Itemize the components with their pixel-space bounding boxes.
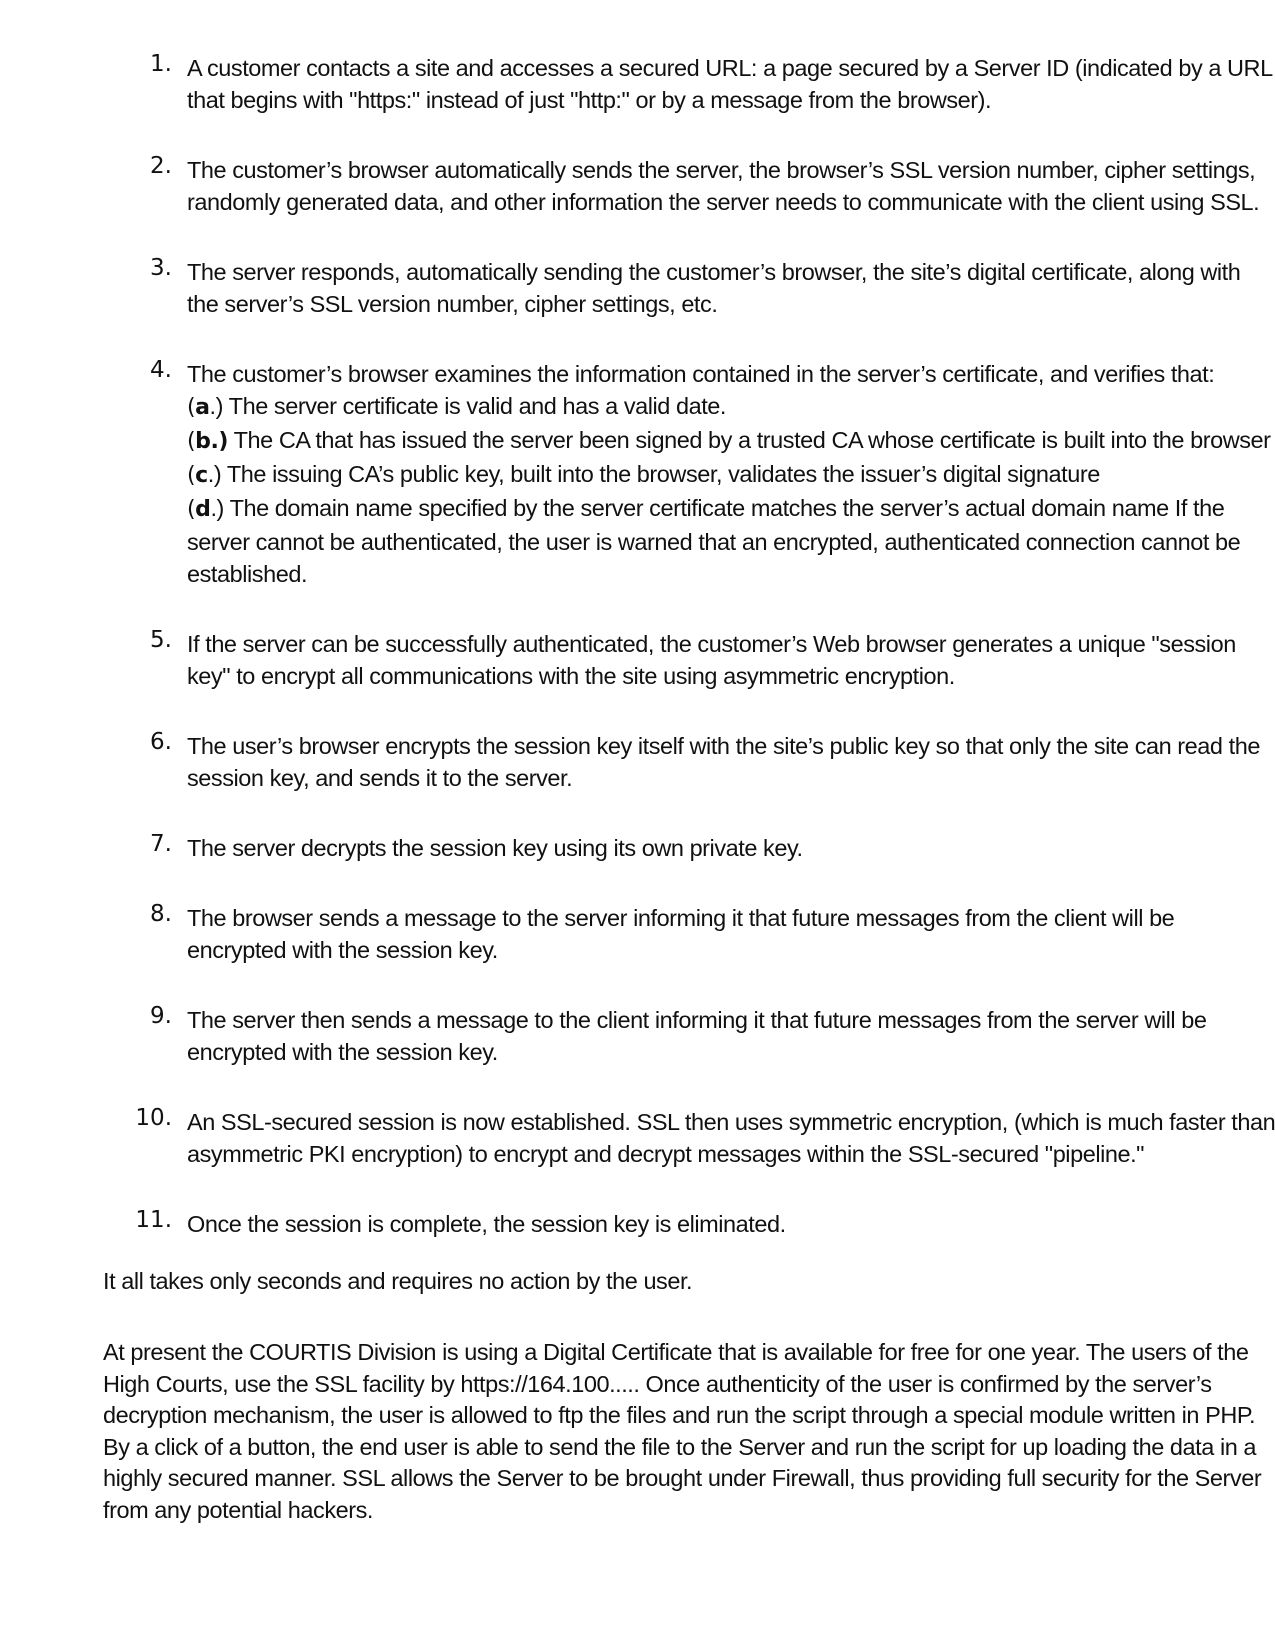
verification-item-c	[187, 458, 1205, 492]
step-number: 11.	[135, 1207, 172, 1233]
verification-marker: a	[195, 395, 210, 420]
verification-item-d	[187, 492, 1225, 526]
step-text	[187, 52, 1273, 116]
step-item	[0, 256, 1275, 320]
verification-item-a	[187, 390, 1205, 424]
paren-open: (	[187, 463, 196, 488]
paren-open: (	[187, 497, 196, 522]
step-number: 1.	[150, 51, 172, 77]
paren-close: .)	[207, 461, 222, 487]
step-line: The browser sends a message to the server informing it that future messages from the client will be	[187, 905, 1175, 931]
step-item	[0, 1004, 1275, 1068]
verification-marker: c	[195, 463, 208, 488]
step-number: 3.	[150, 255, 172, 281]
paragraph-line: It all takes only seconds and requires no action by the user.	[103, 1268, 693, 1294]
step-line: The server responds, automatically sending the customer’s browser, the site’s digital certificate, along with	[187, 259, 1241, 285]
step-line: the server’s SSL version number, cipher settings, etc.	[187, 291, 718, 317]
step-number: 9.	[150, 1003, 172, 1029]
step-item	[0, 358, 1275, 590]
paragraph-line: decryption mechanism, the user is allowed to ftp the files and run the script through a special module written in PHP.	[103, 1402, 1256, 1428]
step-text	[187, 1106, 1275, 1170]
step-line: If the server can be successfully authenticated, the customer’s Web browser generates a unique "session	[187, 631, 1236, 657]
courtis-paragraph	[103, 1337, 1262, 1526]
summary-paragraph	[103, 1266, 1223, 1298]
step-number: 10.	[135, 1105, 172, 1131]
step-text	[187, 832, 1205, 864]
step-item	[0, 154, 1275, 218]
step-line: An SSL-secured session is now established. SSL then uses symmetric encryption, (which is much faster than	[187, 1109, 1275, 1135]
step-item	[0, 628, 1275, 692]
paragraph-line: High Courts, use the SSL facility by https://164.100..... Once authenticity of the user is confirmed by the server’s	[103, 1370, 1212, 1397]
verification-text: The CA that has issued the server been signed by a trusted CA whose certificate is built into the browser	[227, 427, 1271, 453]
step-item	[0, 902, 1275, 966]
step-number: 4.	[150, 357, 172, 383]
verification-text: The issuing CA’s public key, built into the browser, validates the issuer’s digital signature	[221, 461, 1100, 487]
step-line: A customer contacts a site and accesses a secured URL: a page secured by a Server ID (indicated by a URL	[187, 55, 1273, 81]
step-item	[0, 730, 1275, 794]
paren-open: (	[187, 395, 196, 420]
step-line: The user’s browser encrypts the session key itself with the site’s public key so that only the site can read the	[187, 733, 1260, 759]
step-line: encrypted with the session key.	[187, 937, 498, 963]
step-line: asymmetric PKI encryption) to encrypt and decrypt messages within the SSL-secured "pipeline."	[187, 1141, 1145, 1167]
step-number: 6.	[150, 729, 172, 755]
step-number: 5.	[150, 627, 172, 653]
step-intro: The customer’s browser examines the information contained in the server’s certificate, and verifies that:	[187, 361, 1215, 387]
step-text	[187, 256, 1241, 320]
paragraph-line: highly secured manner. SSL allows the Server to be brought under Firewall, thus providing full security for the Server	[103, 1465, 1262, 1491]
paragraph-line: from any potential hackers.	[103, 1496, 373, 1523]
paren-close: .)	[210, 495, 224, 521]
paragraph-line: At present the COURTIS Division is using a Digital Certificate that is available for free for one year. The users of the	[103, 1339, 1249, 1365]
step-number: 2.	[150, 153, 172, 179]
step-number: 7.	[150, 831, 172, 857]
step-item	[0, 1106, 1275, 1170]
ssl-handshake-steps	[0, 52, 1275, 1278]
step-line: randomly generated data, and other information the server needs to communicate with the client using SSL.	[187, 189, 1260, 215]
step-line: established.	[187, 561, 308, 587]
step-text	[187, 1004, 1205, 1068]
step-line: Once the session is complete, the session key is eliminated.	[187, 1211, 786, 1237]
step-text	[187, 902, 1205, 966]
step-text	[187, 358, 1271, 590]
verification-text: The domain name specified by the server certificate matches the server’s actual domain name If the	[223, 495, 1225, 521]
step-line: server cannot be authenticated, the user is warned that an encrypted, authenticated connection cannot be	[187, 529, 1241, 555]
paren-close: .)	[209, 393, 224, 419]
step-line: The server then sends a message to the client informing it that future messages from the server will be	[187, 1007, 1207, 1033]
verification-text: The server certificate is valid and has a valid date.	[223, 393, 726, 419]
step-line: session key, and sends it to the server.	[187, 765, 573, 791]
step-item	[0, 832, 1275, 864]
verification-item-b	[187, 424, 1271, 458]
step-item	[0, 52, 1275, 116]
step-number: 8.	[150, 901, 172, 927]
step-text	[187, 1208, 1205, 1240]
step-line: that begins with "https:" instead of just "http:" or by a message from the browser).	[187, 87, 992, 113]
step-text	[187, 628, 1236, 692]
step-line: encrypted with the session key.	[187, 1039, 498, 1065]
step-text	[187, 154, 1260, 218]
step-item	[0, 1208, 1275, 1240]
paragraph-line: By a click of a button, the end user is able to send the file to the Server and run the script for up loading the data in a	[103, 1433, 1257, 1460]
verification-marker: b.)	[195, 429, 228, 454]
step-line: key" to encrypt all communications with the site using asymmetric encryption.	[187, 663, 955, 689]
step-line: The customer’s browser automatically sends the server, the browser’s SSL version number, cipher settings,	[187, 157, 1256, 183]
verification-marker: d	[195, 497, 211, 522]
step-text	[187, 730, 1260, 794]
step-line: The server decrypts the session key using its own private key.	[187, 835, 803, 861]
paren-open: (	[187, 429, 196, 454]
